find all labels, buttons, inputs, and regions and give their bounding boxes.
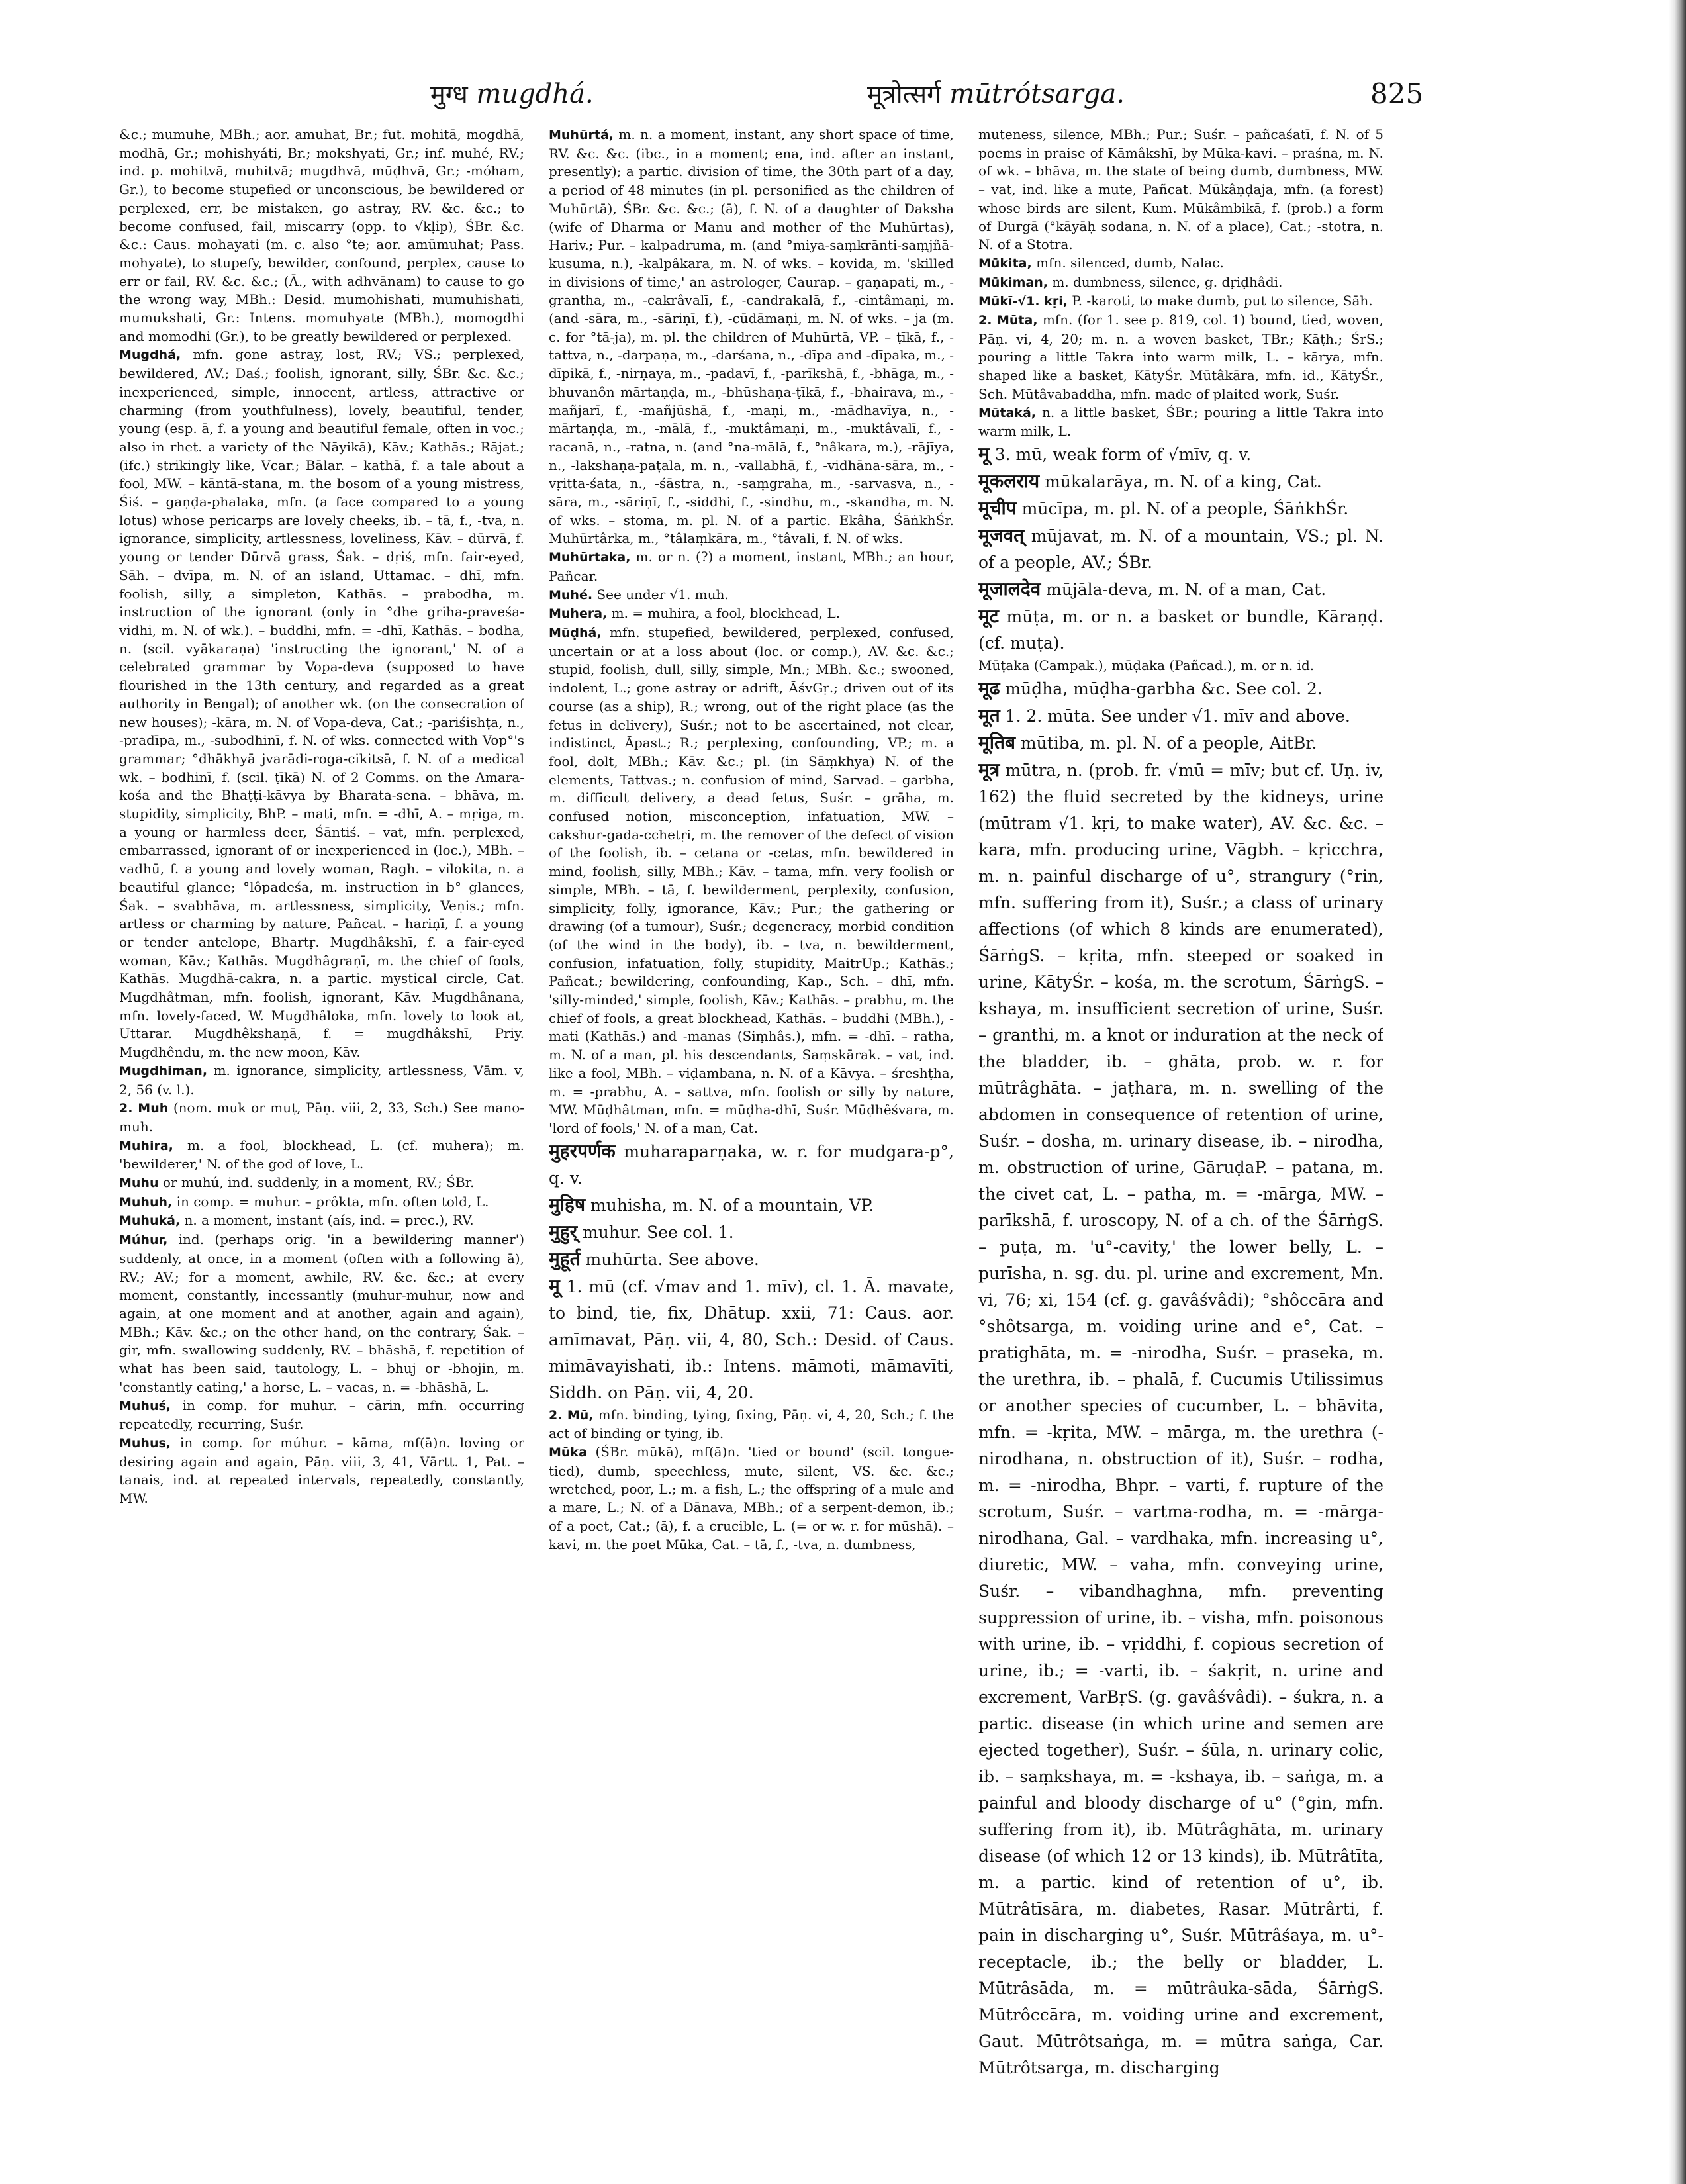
dictionary-entry — [119, 1231, 524, 1396]
entry-headword: Múhur, — [119, 1233, 168, 1248]
entry-definition: ind. (perhaps orig. 'in a bewildering manner') suddenly, at once, in a moment (often with a following ā), RV.; AV.; for a moment, awhile, RV. &c. &c.; at every moment, constantly, incessantly (muhur-muhur, now and again, at one moment and at another, again and again), MBh.; Kāv. &c.; on the other hand, on the contrary, Śak. – gir, mfn. swallowing suddenly, RV. – bhāshā, f. repetition of what has been said, tautology, L. – bhuj or -bhojin, m. 'constantly eating,' a horse, L. – vacas, n. = -bhāshā, L. — [119, 1231, 524, 1395]
dictionary-entry — [978, 702, 1383, 730]
dictionary-entry — [978, 576, 1383, 603]
dictionary-entry — [119, 1434, 524, 1508]
dictionary-entry — [549, 1192, 954, 1219]
dictionary-entry — [978, 254, 1383, 273]
entry-headword: Muhuká, — [119, 1213, 181, 1229]
entry-devanagari: मूचीप — [978, 497, 1017, 519]
header-mid-roman: mūtrótsarga. — [949, 79, 1125, 109]
entry-headword: Muhūrtaka, — [549, 550, 631, 565]
entry-headword: Mūka — [549, 1445, 587, 1460]
dictionary-entry — [119, 1099, 524, 1136]
entry-devanagari: मूतिब — [978, 731, 1015, 753]
entry-definition: mfn. binding, tying, fixing, Pāṇ. vi, 4, 20, Sch.; f. the act of binding or tying, ib. — [549, 1406, 954, 1442]
entry-devanagari: मूजालदेव — [978, 577, 1041, 600]
entry-devanagari: मुहूर्त — [549, 1247, 581, 1270]
entry-definition: m. n. a moment, instant, any short space of time, RV. &c. &c. (ibc., in a moment; ena, ind. after an instant, presently); a partic. division of time, the 30th part of a day, a period of 48 minutes (in pl. personified as the children of Muhūrtā), ŚBr. &c. &c.; (ā), f. N. of a daughter of Daksha (wife of Dharma or Manu and mother of the Muhūrtas), Hariv.; Pur. – kalpadruma, m. (and °miya-saṃkrānti-saṃjñā-kusuma, n.), -kalpâkara, m. N. of wks. – kovida, m. 'skilled in divisions of time,' an astrologer, Caurap. – gaṇapati, m., -grantha, m., -cakrâvalī, f., -candrakalā, f., -cintâmaṇi, m. (and -sāra, m., -sāriṇī, f.), -cūdāmaṇi, m. N. of wks. – ja (m. c. for °tā-ja), m. pl. the children of Muhūrtā, VP. – ṭīkā, f., -tattva, n., -darpaṇa, m., -darśana, n., -dīpa and -dīpaka, m., -dīpikā, f., -nirṇaya, m., -padavī, f., -parīkshā, f., -bhāga, m., -bhuvanôn mārtaṇḍa, m., -bhūshaṇa-ṭīkā, f., -bhairava, m., -mañjarī, f., -mañjūshā, f., -maṇi, m., -mādhavīya, n., -mārtaṇḍa, m., -mālā, f., -muktâmaṇi, m., -muktâvalī, f., -racanā, n., -ratna, n. (and °na-mālā, f., °nâkara, m.), -rājīya, n., -lakshaṇa-paṭala, m. n., -vallabhā, f., -vidhāna-sāra, m., -vṛitta-śata, n., -śāstra, n., -saṃgraha, m., -sarvasva, n., -sāra, m., -sāriṇī, f., -siddhi, f., -sindhu, m., -skandha, m. N. of wks. – stoma, m. pl. N. of a partic. Ekâha, ŚāṅkhŚr. Muhūrtârka, m., °tâlaṃkāra, m., °tâvali, f. N. of wks. — [549, 126, 954, 547]
header-left-roman: mugdhá. — [476, 79, 594, 109]
entry-headword: Mūkī-√1. kṛi, — [978, 294, 1068, 309]
entry-headword: Mugdhá, — [119, 348, 181, 363]
entry-definition: in comp. = muhur. – prôkta, mfn. often told, L. — [176, 1193, 489, 1210]
entry-definition: Mūṭaka (Campak.), mūḍaka (Pañcad.), m. or n. id. — [978, 657, 1315, 673]
entry-headword: Muhus, — [119, 1435, 171, 1450]
entry-definition: muhūrta. See above. — [585, 1249, 759, 1269]
dictionary-entry — [978, 675, 1383, 702]
entry-headword: Mugdhiman, — [119, 1063, 208, 1078]
entry-definition: mūjāla-deva, m. N. of a man, Cat. — [1046, 579, 1327, 599]
dictionary-entry — [119, 1211, 524, 1231]
column-2 — [549, 126, 954, 2125]
dictionary-entry — [978, 441, 1383, 468]
dictionary-entry — [978, 404, 1383, 441]
dictionary-entry — [549, 604, 954, 624]
dictionary-entry — [978, 757, 1383, 2081]
dictionary-entry — [978, 730, 1383, 757]
entry-definition: n. a moment, instant (aís, ind. = prec.), RV. — [184, 1212, 474, 1229]
dictionary-entry — [549, 1273, 954, 1406]
entry-devanagari: मूत — [978, 704, 1000, 726]
entry-definition: (nom. muk or muṭ, Pāṇ. viii, 2, 33, Sch.) See mano-muh. — [119, 1100, 524, 1135]
header-left-guideword — [430, 74, 594, 114]
dictionary-entry — [549, 1406, 954, 1443]
entry-definition: m. or n. (?) a moment, instant, MBh.; an hour, Pañcar. — [549, 549, 954, 584]
entry-definition: mūjavat, m. N. of a mountain, VS.; pl. N. of a people, AV.; ŚBr. — [978, 526, 1383, 572]
column-1 — [119, 126, 524, 2125]
entry-devanagari: मू — [549, 1274, 560, 1297]
dictionary-entry — [978, 468, 1383, 495]
entry-definition: &c.; mumuhe, MBh.; aor. amuhat, Br.; fut. mohitā, mogdhā, modhā, Gr.; mohishyáti, Br.; mokshyati, Gr.; inf. muhé, RV.; ind. p. mohitvā, muhitvā; mugdhvā, mūḍhvā, Gr.; -móham, Gr.), to become stupefied or unconscious, be bewildered or perplexed, err, be mistaken, go astray, RV. &c. &c.; to become confused, fail, miscarry (opp. to √kḷip), ŚBr. &c. &c.: Caus. mohayati (m. c. also °te; aor. amūmuhat; Pass. mohyate), to stupefy, bewilder, confound, perplex, cause to err or fail, RV. &c. &c.; (Ā., with adhvānam) to cause to go the wrong way, MBh.: Desid. mumohishati, mumuhishati, mumukshati, Gr.: Intens. momuhyate (MBh.), momogdhi and momodhi (Gr.), to be greatly bewildered or perplexed. — [119, 126, 524, 344]
dictionary-entry — [549, 548, 954, 585]
entry-headword: 2. Mūta, — [978, 313, 1038, 328]
entry-definition: mūtra, n. (prob. fr. √mū = mīv; but cf. Uṇ. iv, 162) the fluid secreted by the kidneys, urine (mūtram √1. kṛi, to make water), AV. &c. &c. – kara, mfn. producing urine, Vāgbh. – kṛicchra, m. n. painful discharge of u°, strangury (°rin, mfn. suffering from it), Suśr.; a class of urinary affections (of which 8 kinds are enumerated), ŚārṅgS. – kṛita, mfn. steeped or soaked in urine, KātyŚr. – kośa, m. the scrotum, ŚārṅgS. – kshaya, m. insufficient secretion of urine, Suśr. – granthi, m. a knot or induration at the neck of the bladder, ib. – ghāta, prob. w. r. for mūtrâghāta. – jaṭhara, m. n. swelling of the abdomen in consequence of retention of urine, Suśr. – dosha, m. urinary disease, ib. – nirodha, m. obstruction of urine, GāruḍaP. – patana, m. the civet cat, L. – patha, m. = -mārga, MW. – parīkshā, f. uroscopy, N. of a ch. of the ŚārṅgS. – puṭa, m. 'u°-cavity,' the lower belly, L. – purīsha, n. sg. du. pl. urine and excrement, Mn. vi, 76; xi, 154 (cf. g. gavâśvâdi); °shôccāra and °shôtsarga, m. voiding urine and e°, Cat. – pratighāta, m. = -nirodha, Suśr. – praseka, m. the urethra, ib. – phalā, f. Cucumis Utilissimus or another species of cucumber, L. – bhāvita, mfn. = -kṛita, MW. – mārga, m. the urethra (-nirodhana, n. obstruction of it), Suśr. – rodha, m. = -nirodha, Bhpr. – varti, f. rupture of the scrotum, Suśr. – vartma-rodha, m. = -mārga-nirodhana, Gal. – vardhaka, mfn. increasing u°, diuretic, MW. – vaha, mfn. conveying urine, Suśr. – vibandhaghna, mfn. preventing suppression of urine, ib. – visha, mfn. poisonous with urine, ib. – vṛiddhi, f. copious secretion of urine, ib.; = -varti, ib. – śakṛit, n. urine and excrement, VarBṛS. (g. gavâśvâdi). – śukra, n. a partic. disease (in which urine and semen are ejected together), Suśr. – śūla, n. urinary colic, ib. – saṃkshaya, m. = -kshaya, ib. – saṅga, m. a painful and bloody discharge of u° (°gin, mfn. suffering from it), ib. Mūtrâghāta, m. urinary disease (of which 12 or 13 kinds), ib. Mūtrâtīta, m. a partic. kind of retention of u°, ib. Mūtrâtīsāra, m. diabetes, Rasar. Mūtrârti, f. pain in discharging u°, Suśr. Mūtrâśaya, m. u°-receptacle, ib.; the belly or bladder, L. Mūtrâsāda, m. = mūtrâuka-sāda, ŚārṅgS. Mūtrôccāra, m. voiding urine and excrement, Gaut. Mūtrôtsaṅga, m. = mūtra saṅga, Car. Mūtrôtsarga, m. discharging — [978, 760, 1383, 2077]
dictionary-entry — [978, 495, 1383, 522]
entry-definition: See under √1. muh. — [596, 586, 729, 602]
entry-headword: Mūḍhá, — [549, 625, 602, 640]
dictionary-entry — [549, 126, 954, 548]
entry-devanagari: मुहिष — [549, 1193, 586, 1215]
dictionary-entry — [978, 657, 1383, 675]
entry-definition: mfn. silenced, dumb, Nalac. — [1036, 254, 1224, 271]
entry-definition: mfn. gone astray, lost, RV.; VS.; perplexed, bewildered, AV.; Daś.; foolish, ignorant, silly, ŚBr. &c. &c.; inexperienced, simple, innocent, artless, attractive or charming (from youthfulness), lovely, beautiful, tender, young (esp. ā, f. a young and beautiful female, often in voc.; also in rhet. a variety of the Nāyikā), Kāv.; Kathās.; Rājat.; (ifc.) strikingly like, Vcar.; Bālar. – kathā, f. a tale about a fool, MW. – kāntā-stana, m. the bosom of a young mistress, Śiś. – gaṇḍa-phalaka, mfn. (a face compared to a young lotus) whose pericarps are lovely cheeks, ib. – tā, f., -tva, n. ignorance, simplicity, artlessness, loveliness, Kāv. – dūrvā, f. young or tender Dūrvā grass, Śak. – dṛiś, mfn. fair-eyed, Sāh. – dvīpa, m. N. of an island, Uttamac. – dhī, mfn. foolish, silly, a simpleton, Kathās. – prabodha, m. instruction of the ignorant (only in °dhe griha-praveśa-vidhi, m. N. of wk.). – buddhi, mfn. = -dhī, Kathās. – bodha, n. (scil. vyākaraṇa) 'instructing the ignorant,' N. of a celebrated grammar by Vopa-deva (supposed to have flourished in the 13th century, and regarded as a great authority in Bengal); of another wk. (on the consecration of new houses); -kāra, m. N. of Vopa-deva, Cat.; -pariśishṭa, n., -pradīpa, m., -subodhinī, f. N. of wks. connected with Vop°'s grammar; °dhākhyā jvarādi-roga-cikitsā, f. N. of a medical wk. – bodhinī, f. (scil. ṭīkā) N. of 2 Comms. on the Amara-kośa and the Bhaṭṭi-kāvya by Bharata-sena. – bhāva, m. stupidity, simplicity, BhP. – mati, mfn. = -dhī, A. – mṛiga, m. a young or harmless deer, Śāntiś. – vat, mfn. perplexed, embarrassed, ignorant of or inexperienced in (loc.), MBh. – vadhū, f. a young and lovely woman, Ragh. – vilokita, n. a beautiful glance; °lôpadeśa, m. instruction in b° glances, Śak. – svabhāva, m. artlessness, simplicity, Veṇis.; mfn. artless or charming by nature, Pañcat. – hariṇī, f. a young or tender antelope, Bhartṛ. Mugdhâkshī, f. a fair-eyed woman, Kāv.; Kathās. Mugdhâgraṇī, m. the chief of fools, Kathās. Mugdhā-cakra, n. a partic. mystical circle, Cat. Mugdhâtman, mfn. foolish, ignorant, Kāv. Mugdhânana, mfn. lovely-faced, W. Mugdhâloka, mfn. lovely to look at, Uttarar. Mugdhêkshaṇā, f. = mugdhâkshī, Priy. Mugdhêndu, m. the new moon, Kāv. — [119, 346, 524, 1061]
dictionary-entry — [119, 126, 524, 346]
page-edge-shadow — [1669, 0, 1686, 2184]
entry-headword: 2. Mū, — [549, 1407, 594, 1423]
entry-headword: Mūkiman, — [978, 275, 1048, 290]
entry-definition: in comp. for múhur. – kāma, mf(ā)n. loving or desiring again and again, Pāṇ. viii, 3, 41, Vārtt. 1, Pat. – tanais, ind. at repeated intervals, repeatedly, constantly, MW. — [119, 1434, 524, 1507]
dictionary-entry — [549, 1246, 954, 1273]
header-mid-guideword — [867, 74, 1125, 114]
entry-definition: mfn. stupefied, bewildered, perplexed, confused, uncertain or at a loss about (loc. or comp.), AV. &c. &c.; stupid, foolish, dull, silly, simple, Mn.; MBh. &c.; swooned, indolent, L.; gone astray or adrift, ĀśvGṛ.; driven out of its course (as a ship), R.; wrong, out of the right place (as the fetus in delivery), Suśr.; not to be ascertained, not clear, indistinct, Āpast.; R.; perplexing, confounding, VP.; m. a fool, dolt, MBh.; Kāv. &c.; pl. (in Sāṃkhya) N. of the elements, Tattvas.; n. confusion of mind, Sarvad. – garbha, m. difficult delivery, a dead fetus, Suśr. – grāha, m. confused notion, misconception, infatuation, MW. – cakshur-gada-cchetṛi, m. the remover of the defect of vision of the foolish, ib. – cetana or -cetas, mfn. bewildered in mind, foolish, silly, MBh.; Kāv. – tama, mfn. very foolish or simple, MBh. – tā, f. bewilderment, perplexity, confusion, simplicity, folly, ignorance, Kāv.; Pur.; the gathering or drawing (of a tumour), Suśr.; degeneracy, morbid condition (of the wind in the body), ib. – tva, n. bewilderment, confusion, infatuation, folly, stupidity, MaitrUp.; Kathās.; Pañcat.; bewildering, confounding, Kap., Sch. – dhī, mfn. 'silly-minded,' simple, foolish, Kāv.; Kathās. – prabhu, m. the chief of fools, a great blockhead, Kathās. – buddhi (MBh.), -mati (Kathās.) and -manas (Siṃhâs.), mfn. = -dhī. – ratha, m. N. of a man, pl. his descendants, Saṃskārak. – vat, ind. like a fool, MBh. – viḍambana, n. N. of a Kāvya. – śreshṭha, m. = -prabhu, A. – sattva, mfn. foolish or silly by nature, MW. Mūḍhâtman, mfn. = mūḍha-dhī, Suśr. Mūḍhêśvara, m. 'lord of fools,' N. of a man, Cat. — [549, 624, 954, 1136]
entry-devanagari: मुहरपर्णक — [549, 1139, 616, 1162]
entry-definition: mūcīpa, m. pl. N. of a people, ŚāṅkhŚr. — [1021, 499, 1349, 518]
entry-definition: in comp. for muhur. – cārin, mfn. occurring repeatedly, recurring, Suśr. — [119, 1397, 524, 1433]
entry-devanagari: मूट — [978, 604, 999, 627]
dictionary-entry — [119, 1137, 524, 1174]
entry-definition: muharaparṇaka, w. r. for mudgara-p°, q. v. — [549, 1141, 954, 1188]
entry-devanagari: मूत्र — [978, 758, 1000, 781]
entry-definition: (ŚBr. mūkā), mf(ā)n. 'tied or bound' (scil. tongue-tied), dumb, speechless, mute, silent, VS. &c. &c.; wretched, poor, L.; m. a fish, L.; the offspring of a mule and a mare, L.; N. of a Dānava, MBh.; of a serpent-demon, ib.; of a poet, Cat.; (ā), f. a crucible, L. (= or w. r. for mūshā). – kavi, m. the poet Mūka, Cat. – tā, f., -tva, n. dumbness, — [549, 1444, 954, 1552]
entry-definition: m. = muhira, a fool, blockhead, L. — [611, 605, 840, 622]
entry-definition: mūṭa, m. or n. a basket or bundle, Kāraṇḍ. (cf. muṭa). — [978, 606, 1383, 653]
page-header — [0, 74, 1686, 114]
entry-definition: P. -karoti, to make dumb, put to silence, Sāh. — [1072, 293, 1373, 309]
entry-headword: 2. Muh — [119, 1101, 169, 1116]
entry-headword: Muhuh, — [119, 1194, 173, 1210]
entry-definition: m. a fool, blockhead, L. (cf. muhera); m. 'bewilderer,' N. of the god of love, L. — [119, 1137, 524, 1172]
column-3 — [978, 126, 1383, 2125]
dictionary-entry — [549, 1138, 954, 1192]
entry-definition: or muhú, ind. suddenly, in a moment, RV.; ŚBr. — [162, 1174, 475, 1191]
entry-devanagari: मूढ — [978, 677, 1000, 699]
dictionary-entry — [119, 1174, 524, 1193]
entry-headword: Muhera, — [549, 606, 608, 622]
dictionary-entry — [119, 1062, 524, 1099]
entry-definition: 1. 2. mūta. See under √1. mīv and above. — [1005, 706, 1350, 726]
dictionary-entry — [978, 273, 1383, 293]
entry-definition: mfn. (for 1. see p. 819, col. 1) bound, tied, woven, Pāṇ. vi, 4, 20; m. n. a woven basket, TBr.; Kāṭh.; ŚrS.; pouring a little Takra into warm milk, L. – kārya, mfn. shaped like a basket, KātyŚr. Mūtâkāra, mfn. id., KātyŚr., Sch. Mūtâvabaddha, mfn. made of plaited work, Suśr. — [978, 312, 1383, 402]
dictionary-entry — [978, 311, 1383, 404]
header-mid-devanagari: मूत्रोत्सर्ग — [867, 79, 941, 109]
dictionary-entry — [978, 126, 1383, 254]
dictionary-entry — [549, 586, 954, 605]
dictionary-entry — [549, 624, 954, 1138]
entry-definition: m. ignorance, simplicity, artlessness, Vām. v, 2, 56 (v. l.). — [119, 1062, 524, 1098]
dictionary-entry — [549, 1219, 954, 1246]
dictionary-entry — [119, 1193, 524, 1212]
entry-headword: Mūkita, — [978, 256, 1032, 271]
entry-headword: Muhé. — [549, 587, 593, 602]
entry-definition: muteness, silence, MBh.; Pur.; Suśr. – pañcaśatī, f. N. of 5 poems in praise of Kāmâkshī, by Mūka-kavi. – praśna, m. N. of wk. – bhāva, m. the state of being dumb, dumbness, MW. – vat, ind. like a mute, Pañcat. Mūkâṇḍaja, mfn. (a forest) whose birds are silent, Kum. Mūkâmbikā, f. (prob.) a form of Durgā (°kāyāḥ sodana, n. N. of a place), Cat.; -stotra, n. N. of a Stotra. — [978, 126, 1383, 253]
entry-definition: m. dumbness, silence, g. dṛiḍhâdi. — [1052, 273, 1283, 290]
entry-devanagari: मूकलराय — [978, 469, 1040, 492]
dictionary-entry — [119, 346, 524, 1061]
entry-headword: Muhira, — [119, 1138, 173, 1153]
entry-definition: muhur. See col. 1. — [583, 1222, 734, 1242]
entry-definition: n. a little basket, ŚBr.; pouring a little Takra into warm milk, L. — [978, 404, 1383, 440]
dictionary-entry — [978, 292, 1383, 311]
entry-headword: Mūtaká, — [978, 405, 1037, 420]
entry-definition: mūḍha, mūḍha-garbha &c. See col. 2. — [1005, 679, 1323, 698]
entry-devanagari: मूजवत् — [978, 524, 1025, 546]
entry-definition: 3. mū, weak form of √mīv, q. v. — [994, 444, 1252, 464]
entry-definition: 1. mū (cf. √mav and 1. mīv), cl. 1. Ā. mavate, to bind, tie, fix, Dhātup. xxii, 71: Caus. aor. amīmavat, Pāṇ. vii, 4, 80, Sch.: Desid. of Caus. mimāvayishati, ib.: Intens. māmoti, māmavīti, Siddh. on Pāṇ. vii, 4, 20. — [549, 1276, 954, 1402]
entry-definition: mūtiba, m. pl. N. of a people, AitBr. — [1020, 733, 1317, 753]
entry-headword: Muhuś, — [119, 1398, 171, 1413]
page-number: 825 — [1370, 77, 1424, 110]
entry-definition: mūkalarāya, m. N. of a king, Cat. — [1045, 471, 1322, 491]
dictionary-entry — [119, 1397, 524, 1434]
dictionary-entry — [978, 522, 1383, 576]
dictionary-entry — [978, 603, 1383, 657]
entry-headword: Muhu — [119, 1176, 159, 1191]
entry-devanagari: मुहुर् — [549, 1220, 578, 1243]
entry-devanagari: मू — [978, 442, 990, 465]
header-left-devanagari: मुग्ध — [430, 79, 468, 109]
dictionary-entry — [549, 1443, 954, 1554]
entry-headword: Muhūrtá, — [549, 128, 614, 142]
entry-definition: muhisha, m. N. of a mountain, VP. — [590, 1195, 874, 1215]
